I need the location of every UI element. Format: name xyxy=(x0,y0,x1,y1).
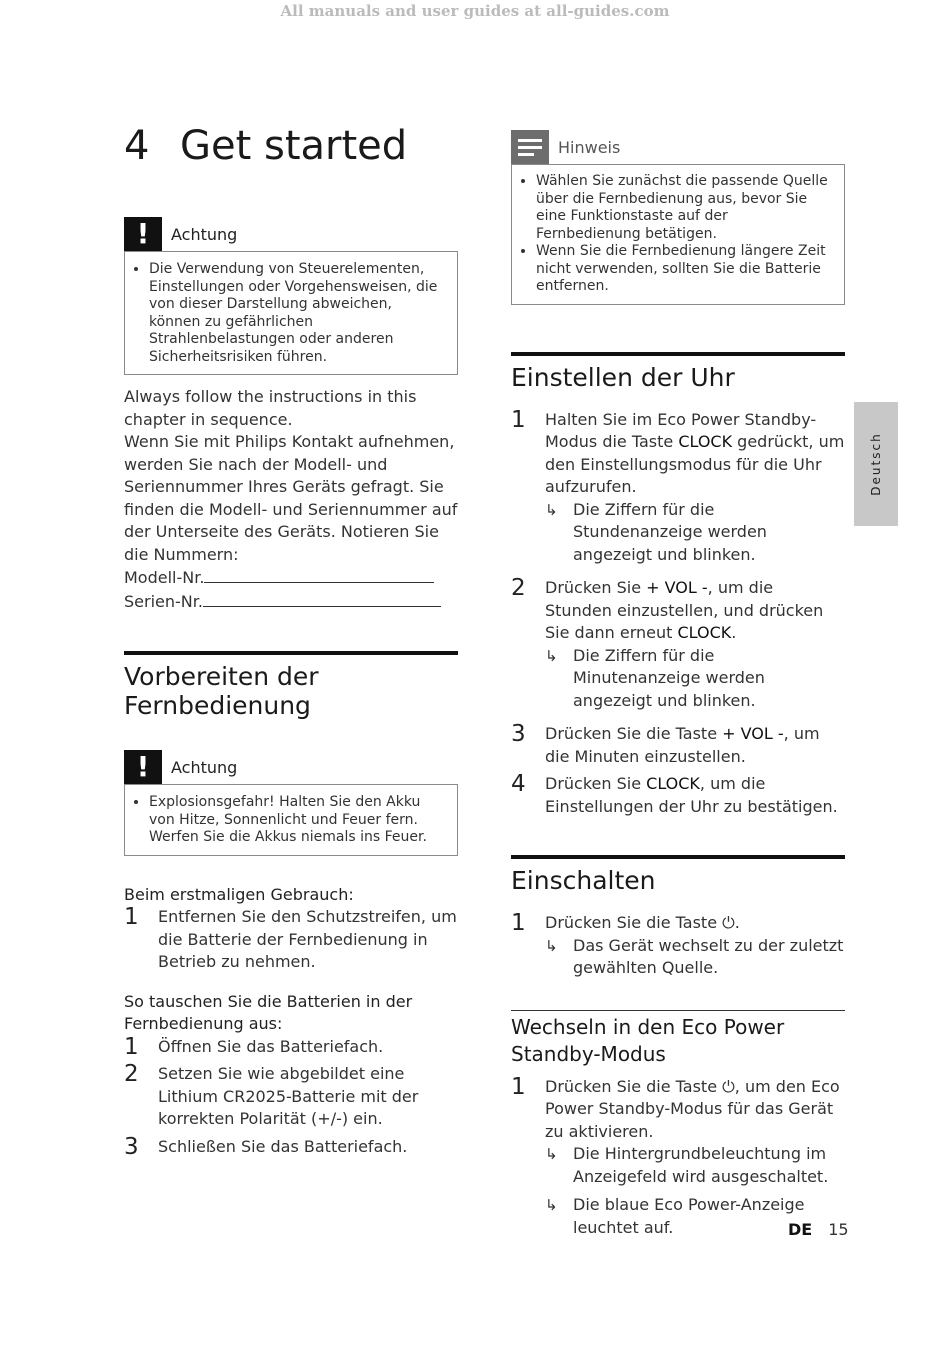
step-result xyxy=(545,645,845,713)
caution-box xyxy=(124,784,458,856)
model-number-field xyxy=(204,566,434,583)
language-side-tab xyxy=(854,402,898,526)
section-divider xyxy=(511,855,845,859)
result-text: Das Gerät wechselt zu der zuletzt gewählten Quelle. xyxy=(573,935,844,977)
step-text: Schließen Sie das Batteriefach. xyxy=(158,1136,408,1156)
step-number: 1 xyxy=(511,1073,526,1100)
note-icon xyxy=(511,130,549,164)
subsection-divider xyxy=(511,1010,845,1011)
result-text: Die blaue Eco Power-Anzeige leuchtet auf. xyxy=(573,1195,805,1237)
result-arrow-icon: ↳ xyxy=(545,936,558,955)
page-footer xyxy=(788,1220,849,1239)
step-text: , um die Minuten einzustellen. xyxy=(545,724,820,766)
section-divider xyxy=(511,352,845,356)
chapter-title: Get started xyxy=(180,123,408,169)
result-arrow-icon: ↳ xyxy=(545,500,558,519)
step-item xyxy=(511,406,845,567)
step-text: Drücken Sie xyxy=(545,578,647,597)
clock-key-label: CLOCK xyxy=(646,774,700,793)
step-number: 1 xyxy=(124,1033,139,1060)
step-item xyxy=(511,912,845,980)
vol-key-label: + VOL - xyxy=(646,578,708,597)
step-text: Entfernen Sie den Schutzstreifen, um die Batterie der Fernbedienung in Betrieb zu nehmen. xyxy=(158,907,457,971)
serial-number-label: Serien-Nr. xyxy=(124,591,203,611)
note-notice xyxy=(511,130,845,305)
language-side-tab-label: Deutsch xyxy=(869,432,883,496)
step-result xyxy=(545,499,845,567)
caution-title: Achtung xyxy=(171,757,238,777)
intro-text xyxy=(124,386,458,613)
step-result xyxy=(545,1143,845,1188)
caution-notice xyxy=(124,217,458,375)
step-item xyxy=(511,577,845,712)
result-arrow-icon: ↳ xyxy=(545,646,558,665)
model-number-line xyxy=(124,566,458,590)
caution-title: Achtung xyxy=(171,224,238,244)
vol-key-label: + VOL - xyxy=(722,724,784,743)
step-text: Drücken Sie die Taste xyxy=(545,1076,723,1096)
step-number: 1 xyxy=(511,910,526,936)
exclamation-icon: ! xyxy=(124,750,162,784)
step-number: 1 xyxy=(124,904,139,930)
section-title-remote: Vorbereiten der Fernbedienung xyxy=(124,662,319,720)
step-number: 1 xyxy=(511,406,526,433)
step-text: . xyxy=(734,913,740,932)
step-item xyxy=(124,1063,458,1131)
step-number: 3 xyxy=(511,721,526,747)
watermark: All manuals and user guides at all-guides.com xyxy=(280,2,670,20)
step-item xyxy=(124,906,458,974)
step-text: Öffnen Sie das Batteriefach. xyxy=(158,1036,384,1056)
note-title: Hinweis xyxy=(558,137,621,157)
step-text: , um den Eco Power Standby-Modus für das Gerät zu aktivieren. xyxy=(545,1076,840,1141)
note-item: • Wenn Sie die Fernbedienung längere Zeit nicht verwenden, sollten Sie die Batterie entfernen. xyxy=(536,243,834,296)
step-text: Drücken Sie xyxy=(545,774,647,793)
clock-key-label: CLOCK xyxy=(677,623,732,642)
step-text: , um die Stunden einzustellen, und drücken Sie dann erneut xyxy=(545,578,824,642)
step-item xyxy=(124,1133,458,1160)
result-arrow-icon: ↳ xyxy=(545,1196,558,1214)
result-text: Die Ziffern für die Minutenanzeige werden angezeigt und blinken. xyxy=(573,645,765,710)
power-icon: ⏻ xyxy=(722,913,735,932)
subsection-title-eco: Wechseln in den Eco Power Standby-Modus xyxy=(511,1014,785,1066)
step-number: 2 xyxy=(124,1061,139,1087)
step-item xyxy=(124,1033,458,1060)
exclamation-icon: ! xyxy=(124,217,162,251)
step-number: 4 xyxy=(511,771,526,797)
note-item: • Wählen Sie zunächst die passende Quelle über die Fernbedienung aus, bevor Sie eine Funktionstaste auf der Fernbedienung betätigen. xyxy=(536,173,834,243)
caution-item: • Die Verwendung von Steuerelementen, Einstellungen oder Vorgehensweisen, die von dieser Darstellung abweichen, können zu gefährlichen Strahlenbelastungen oder anderen Sicherheitsrisiken führen. xyxy=(149,261,447,366)
step-text: gedrückt, um den Einstellungsmodus für die Uhr aufzurufen. xyxy=(545,432,845,496)
step-text: , um die Einstellungen der Uhr zu bestätigen. xyxy=(545,774,838,816)
step-item xyxy=(511,1073,845,1240)
footer-language: DE xyxy=(788,1220,813,1239)
chapter-number: 4 xyxy=(124,123,150,169)
section-divider xyxy=(124,651,458,655)
intro-line-1: Always follow the instructions in this chapter in sequence. xyxy=(124,387,417,429)
left-column xyxy=(124,120,458,1158)
section-title-power: Einschalten xyxy=(511,866,656,895)
step-result xyxy=(545,935,845,980)
result-text: Die Ziffern für die Stundenanzeige werden angezeigt und blinken. xyxy=(573,499,767,564)
serial-number-field xyxy=(203,590,441,607)
serial-number-line xyxy=(124,590,458,614)
page-number: 15 xyxy=(828,1220,849,1239)
chapter-heading xyxy=(124,120,458,172)
step-item xyxy=(511,723,845,768)
result-text: Die Hintergrundbeleuchtung im Anzeigefeld wird ausgeschaltet. xyxy=(573,1144,829,1186)
clock-key-label: CLOCK xyxy=(678,432,733,451)
caution-item: • Explosionsgefahr! Halten Sie den Akku von Hitze, Sonnenlicht und Feuer fern. Werfen Sie die Akkus niemals ins Feuer. xyxy=(149,794,447,847)
step-number: 2 xyxy=(511,575,526,601)
note-box xyxy=(511,164,845,305)
caution-box xyxy=(124,251,458,375)
intro-line-2: Wenn Sie mit Philips Kontakt aufnehmen, werden Sie nach der Modell- und Seriennummer Ihres Geräts gefragt. Sie finden die Modell- und Seriennummer auf der Unterseite des Geräts. Notieren Sie die Nummern: xyxy=(124,432,458,564)
replace-battery-label: So tauschen Sie die Batterien in der Fernbedienung aus: xyxy=(124,991,413,1033)
power-icon: ⏻ xyxy=(722,1076,735,1096)
result-arrow-icon: ↳ xyxy=(545,1145,558,1163)
step-text: Setzen Sie wie abgebildet eine Lithium CR2025-Batterie mit der korrekten Polarität (+/-) ein. xyxy=(158,1064,419,1128)
first-use-label: Beim erstmaligen Gebrauch: xyxy=(124,884,354,904)
right-column xyxy=(511,130,845,1239)
model-number-label: Modell-Nr. xyxy=(124,568,205,587)
section-title-clock: Einstellen der Uhr xyxy=(511,362,735,392)
step-text: . xyxy=(731,623,737,642)
step-item xyxy=(511,773,845,818)
step-text: Drücken Sie die Taste xyxy=(545,724,723,743)
step-text: Drücken Sie die Taste xyxy=(545,913,723,932)
step-number: 3 xyxy=(124,1133,139,1160)
caution-notice-battery xyxy=(124,750,458,856)
step-text: Halten Sie im Eco Power Standby-Modus die Taste xyxy=(545,409,817,451)
